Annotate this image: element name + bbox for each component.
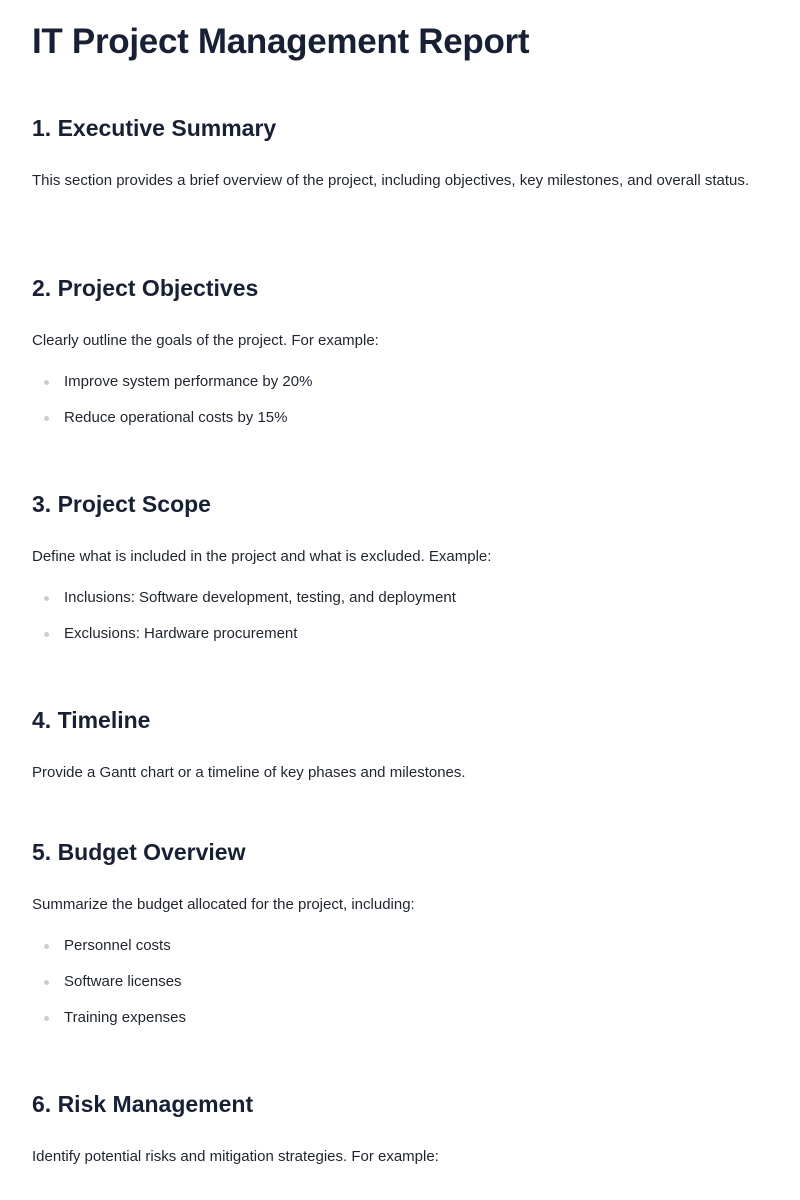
bullet-dot-icon bbox=[44, 980, 49, 985]
section-paragraph: Define what is included in the project and what is excluded. Example: bbox=[32, 548, 492, 565]
bullet-list bbox=[32, 935, 768, 1029]
bullet-dot-icon bbox=[44, 380, 49, 385]
page-title: IT Project Management Report bbox=[32, 22, 530, 61]
list-item bbox=[32, 407, 768, 429]
section-executive-summary bbox=[32, 113, 768, 195]
section-heading: 1. Executive Summary bbox=[32, 115, 277, 141]
section-budget-overview bbox=[32, 837, 768, 1043]
section-timeline bbox=[32, 705, 768, 787]
bullet-dot-icon bbox=[44, 596, 49, 601]
list-item bbox=[32, 623, 768, 645]
list-item bbox=[32, 1007, 768, 1029]
section-heading: 6. Risk Management bbox=[32, 1091, 254, 1117]
section-heading: 3. Project Scope bbox=[32, 491, 211, 517]
bullet-dot-icon bbox=[44, 416, 49, 421]
section-heading: 5. Budget Overview bbox=[32, 839, 246, 865]
section-project-objectives bbox=[32, 273, 768, 443]
section-risk-management bbox=[32, 1089, 768, 1171]
section-heading: 4. Timeline bbox=[32, 707, 151, 733]
list-item-text: Training expenses bbox=[64, 1009, 187, 1026]
bullet-list bbox=[32, 371, 768, 429]
section-paragraph: This section provides a brief overview of the project, including objectives, key milestones, and overall status. bbox=[32, 172, 750, 189]
list-item-text: Improve system performance by 20% bbox=[64, 373, 313, 390]
section-paragraph: Summarize the budget allocated for the project, including: bbox=[32, 896, 415, 913]
bullet-dot-icon bbox=[44, 1016, 49, 1021]
section-paragraph: Provide a Gantt chart or a timeline of key phases and milestones. bbox=[32, 764, 466, 781]
list-item-text: Exclusions: Hardware procurement bbox=[64, 625, 298, 642]
bullet-dot-icon bbox=[44, 944, 49, 949]
section-paragraph: Clearly outline the goals of the project. For example: bbox=[32, 332, 379, 349]
list-item-text: Inclusions: Software development, testing, and deployment bbox=[64, 589, 456, 606]
section-project-scope bbox=[32, 489, 768, 659]
bullet-list bbox=[32, 587, 768, 645]
list-item bbox=[32, 587, 768, 609]
list-item-text: Reduce operational costs by 15% bbox=[64, 409, 288, 426]
list-item-text: Personnel costs bbox=[64, 937, 171, 954]
list-item bbox=[32, 935, 768, 957]
section-heading: 2. Project Objectives bbox=[32, 275, 259, 301]
section-paragraph: Identify potential risks and mitigation strategies. For example: bbox=[32, 1148, 439, 1165]
bullet-dot-icon bbox=[44, 632, 49, 637]
list-item bbox=[32, 971, 768, 993]
list-item-text: Software licenses bbox=[64, 973, 182, 990]
list-item bbox=[32, 371, 768, 393]
